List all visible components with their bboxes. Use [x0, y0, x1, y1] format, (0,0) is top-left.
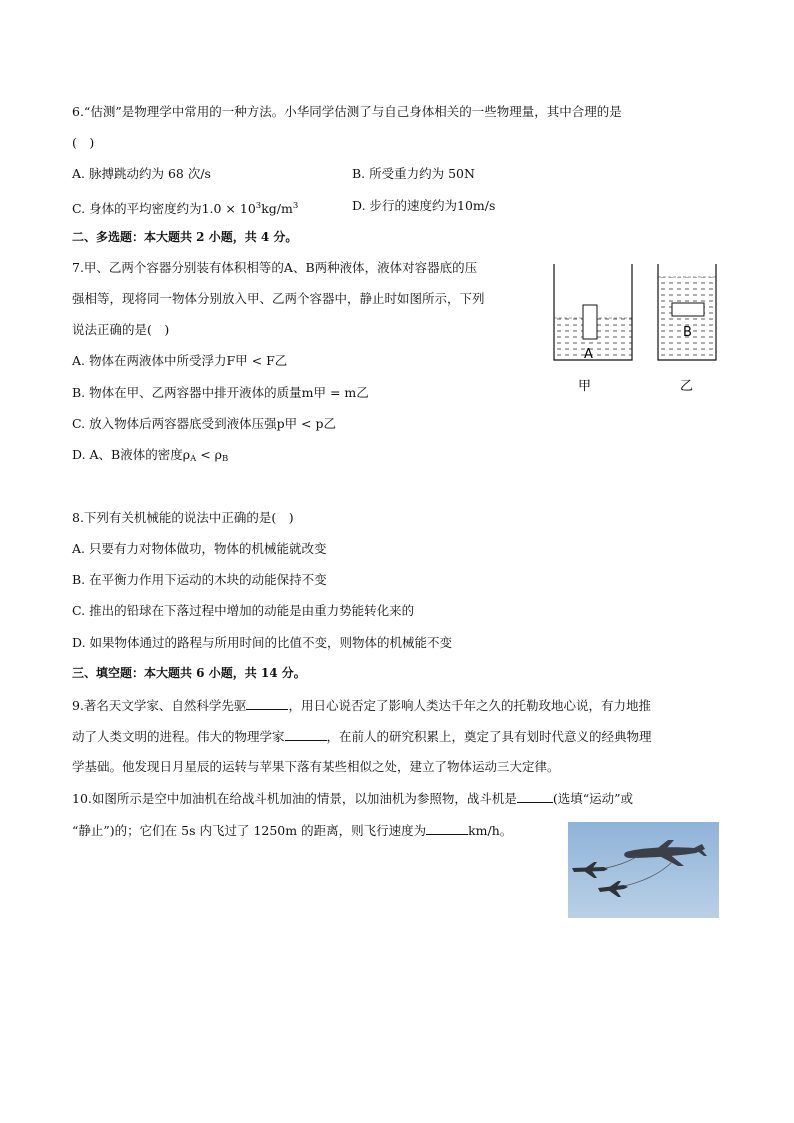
q9-line1-b: ，用日心说否定了影响人类达千年之久的托勒玫地心说，有力地推: [288, 698, 651, 713]
q10-line2-a: “静止”)的；它们在 5s 内飞过了 1250m 的距离，则飞行速度为: [72, 823, 427, 838]
q6-option-d: D. 步行的速度约为10m/s: [352, 198, 496, 213]
liquid-b-label: B: [683, 325, 692, 340]
q7-option-d-sub1: A: [190, 454, 197, 464]
q6-stem-line2: ( ): [72, 135, 95, 150]
q10-blank-1[interactable]: [517, 790, 553, 803]
q7-option-a: A. 物体在两液体中所受浮力F甲 < F乙: [72, 353, 288, 368]
q6-option-c-exp2: 3: [292, 201, 299, 211]
q10-line1-b: (选填“运动”或: [552, 791, 634, 806]
q7-stem-line3: 说法正确的是( ): [72, 322, 170, 337]
q10-line2: [72, 822, 512, 839]
q8-stem: 8.下列有关机械能的说法中正确的是( ): [72, 510, 294, 525]
q7-option-d-mid: < ρ: [196, 447, 223, 462]
section3-title: 三、填空题：本大题共 6 小题，共 14 分。: [72, 666, 306, 680]
q6-option-c: [72, 198, 298, 217]
section2-title: 二、多选题：本大题共 2 小题，共 4 分。: [72, 230, 298, 244]
q8-option-b: B. 在平衡力作用下运动的木块的动能保持不变: [72, 572, 327, 587]
q8-option-d: D. 如果物体通过的路程与所用时间的比值不变，则物体的机械能不变: [72, 635, 453, 650]
q6-option-c-mid: kg/m: [261, 201, 293, 216]
q8-option-c: C. 推出的铅球在下落过程中增加的动能是由重力势能转化来的: [72, 603, 415, 618]
q10-blank-2[interactable]: [426, 822, 468, 835]
container-jia-label: 甲: [578, 379, 592, 394]
q9-line2-a: 动了人类文明的进程。伟大的物理学家: [72, 729, 285, 744]
liquid-b: [658, 277, 716, 360]
q9-line1-a: 9.著名天文学家、自然科学先驱: [72, 698, 247, 713]
q7-stem-line1: 7.甲、乙两个容器分别装有体积相等的A、B两种液体，液体对容器底的压: [72, 260, 478, 275]
q9-line3: 学基础。他发现日月星辰的运转与苹果下落有某些相似之处，建立了物体运动三大定律。: [72, 759, 560, 774]
liquid-a-label: A: [584, 347, 593, 362]
q6-option-a: A. 脉搏跳动约为 68 次/s: [72, 166, 211, 181]
q7-option-b: B. 物体在甲、乙两容器中排开液体的质量m甲 = m乙: [72, 385, 369, 400]
q6-option-c-prefix: C. 身体的平均密度约为1.0 × 10: [72, 201, 256, 216]
q7-option-d: [72, 447, 228, 467]
container-yi-label: 乙: [680, 379, 694, 394]
q7-option-c: C. 放入物体后两容器底受到液体压强p甲 < p乙: [72, 416, 336, 431]
q10-line1-a: 10.如图所示是空中加油机在给战斗机加油的情景，以加油机为参照物，战斗机是: [72, 791, 517, 806]
q7-containers-figure: [548, 262, 728, 402]
object-in-b: [672, 303, 704, 316]
q9-line1: [72, 697, 651, 714]
q6-option-b: B. 所受重力约为 50N: [352, 166, 475, 181]
q9-line2-b: ，在前人的研究积累上，奠定了具有划时代意义的经典物理: [326, 729, 652, 744]
q8-option-a: A. 只要有力对物体做功，物体的机械能就改变: [72, 541, 327, 556]
q6-option-c-exp1: 3: [255, 201, 262, 211]
container-yi: [658, 264, 716, 394]
q7-option-d-sub2: B: [222, 454, 229, 464]
q9-blank-1[interactable]: [246, 697, 288, 710]
q9-line2: [72, 728, 652, 745]
container-jia: [554, 264, 632, 394]
q7-option-d-prefix: D. A、B液体的密度ρ: [72, 447, 191, 462]
object-in-a: [583, 305, 597, 339]
q9-blank-2[interactable]: [285, 728, 327, 741]
q7-stem-line2: 强相等，现将同一物体分别放入甲、乙两个容器中，静止时如图所示，下列: [72, 291, 485, 306]
q10-line2-b: km/h。: [468, 823, 513, 838]
q10-line1: [72, 790, 633, 807]
q6-stem-line1: 6.“估测”是物理学中常用的一种方法。小华同学估测了与自己身体相关的一些物理量，其中合理的是: [72, 104, 622, 119]
refueling-aircraft-photo: [568, 822, 719, 918]
